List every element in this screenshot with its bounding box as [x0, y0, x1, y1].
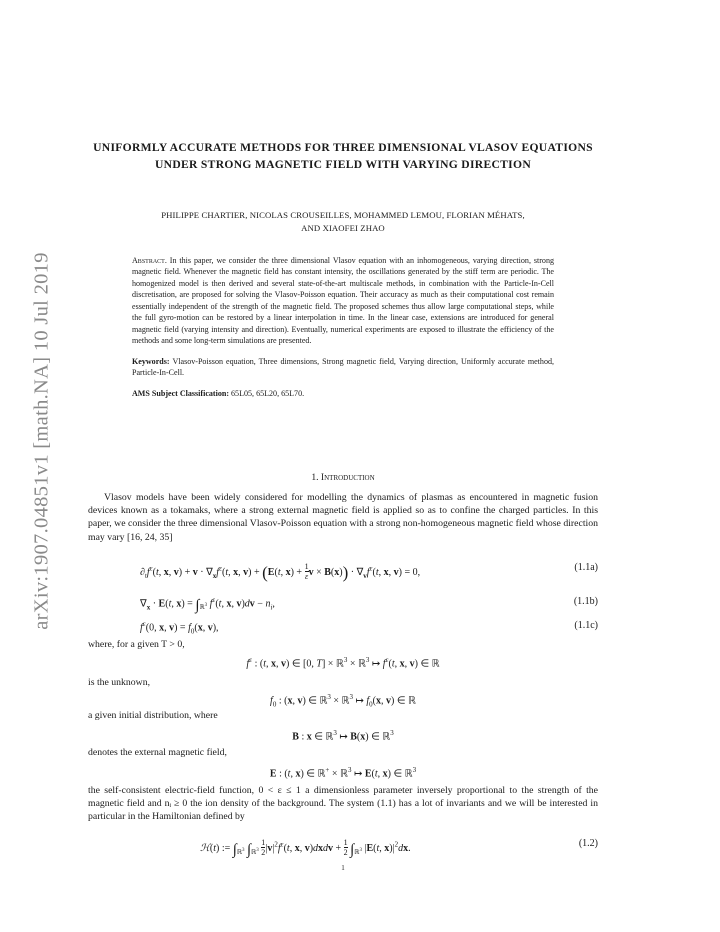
equation-E-map: E : (t, x) ∈ ℝ+ × ℝ$^3$ ↦ E(t, x) ∈ ℝ$^3$: [269, 766, 417, 780]
paper-title: UNIFORMLY ACCURATE METHODS FOR THREE DIMENSIONAL VLASOV EQUATIONS UNDER STRONG MAGNETIC FIELD WITH VARYING DIRECTION: [93, 141, 593, 171]
author-list: [88, 209, 598, 234]
keywords-label: Keywords:: [132, 356, 170, 366]
text-self-consistent: the self-consistent electric-field function, 0 < ε ≤ 1 a dimensionless parameter inversely proportional to the strength of the magnetic field and nᵢ ≥ 0 the ion density of the background. The system (1.1) has a lot of invariants and we will be interested in particular in the Hamiltonian defined by: [88, 785, 598, 823]
authors-line-2: AND XIAOFEI ZHAO: [301, 222, 385, 233]
authors-line-1: PHILIPPE CHARTIER, NICOLAS CROUSEILLES, MOHAMMED LEMOU, FLORIAN MÉHATS,: [161, 210, 525, 220]
intro-paragraph-block: [88, 491, 598, 544]
ams-paragraph: [132, 388, 554, 399]
text-unknown: is the unknown,: [88, 677, 151, 688]
ams-label: AMS Subject Classification:: [132, 388, 230, 398]
text-denotes: denotes the external magnetic field,: [88, 747, 227, 758]
equation-1-1c: $f^\varepsilon(0$, x, $v) = f_0(x$, v), (1.1c): [140, 620, 598, 636]
section-heading-introduction: 1. Introduction: [311, 472, 375, 483]
page-number: 1: [341, 864, 345, 872]
intro-paragraph: Vlasov models have been widely considered for modelling the dynamics of plasmas as encountered in magnetic fusion devices known as a tokamaks, where a strong external magnetic field is applied so as to confine the charged particles. In this paper, we consider the three dimensional Vlasov-Poisson equation with a strong non-homogeneous magnetic field whose direction may vary [16, 24, 35]: [88, 492, 598, 543]
equation-f-eps-map: $f^\varepsilon$ : (t, x, v) ∈ [0, T] × ℝ$^3$ × ℝ$^3$ ↦ $f^\varepsilon(t$, x, v) ∈ ℝ: [246, 656, 440, 670]
equation-number-1-1c: (1.1c): [574, 620, 598, 631]
arxiv-sidebar-stamp: [20, 236, 64, 646]
abstract-paragraph: [132, 255, 554, 347]
keywords-text: Vlasov-Poisson equation, Three dimensions, Strong magnetic field, Varying direction, Uniformly accurate method, Particle-In-Cell.: [132, 356, 554, 378]
ams-text: 65L05, 65L20, 65L70.: [231, 388, 305, 398]
equation-f0-map: $f_0$ : (x, v) ∈ ℝ$^3$ × ℝ$^3$ ↦ $f_0(x$, v) ∈ ℝ: [270, 693, 416, 709]
text-initial: a given initial distribution, where: [88, 710, 218, 721]
equation-1-2: ℋ(t) := $\int_{ℝ^3}$ $\int_{ℝ^3}$ $\frac{1}{2}$ $|v|^2f^\varepsilon(t$, x, v)dxdv + $\frac{1}{2}$ $\int_{ℝ^3}$ |E(t, $x)|^2dx$. (1.2): [200, 838, 598, 858]
equation-1-1b: $\nabla_x \cdot E(t$, $x) = \int_{ℝ^3}$ $f^\varepsilon(t$, x, $v)dv - n_i$, (1.1b): [140, 596, 598, 614]
arxiv-identifier: arXiv:1907.04851v1 [math.NA] 10 Jul 2019: [30, 252, 53, 630]
abstract-block: [132, 255, 554, 399]
equation-B-map: B : x ∈ ℝ$^3$ ↦ B(x) ∈ ℝ$^3$: [292, 729, 394, 743]
equation-number-1-1a: (1.1a): [574, 562, 598, 573]
text-where-T: where, for a given T > 0,: [88, 639, 185, 650]
keywords-paragraph: [132, 356, 554, 379]
equation-number-1-2: (1.2): [578, 838, 598, 849]
abstract-label: Abstract.: [132, 256, 167, 265]
equation-1-1a: $\partial_tf^\varepsilon(t$, x, $v) + v \cdot \nabla_xf^\varepsilon(t$, x, v) + (E(t, x) + $\frac{1}{\varepsilon}$ $v \times B(x)) \cdot \nabla_vf^\varepsilon(t$, x, v) = 0, (1.1a): [140, 562, 598, 582]
abstract-text: In this paper, we consider the three dimensional Vlasov equation with an inhomogeneous, varying direction, strong magnetic field. Whenever the magnetic field has constant intensity, the oscillations generated by the stiff term are periodic. The homogenized model is then derived and several state-of-the-art multiscale methods, in combination with the Particle-In-Cell discretisation, are proposed for solving the Vlasov-Poisson equation. Their accuracy as much as their computational cost remain essentially independent of the strength of the magnetic field. The proposed schemes thus allow large computational steps, while the full gyro-motion can be restored by a linear interpolation in time. In the linear case, extensions are introduced for general magnetic field (varying intensity and direction). Eventually, numerical experiments are exposed to illustrate the efficiency of the methods and some long-term simulations are presented.: [132, 256, 555, 346]
equation-number-1-1b: (1.1b): [573, 596, 598, 607]
